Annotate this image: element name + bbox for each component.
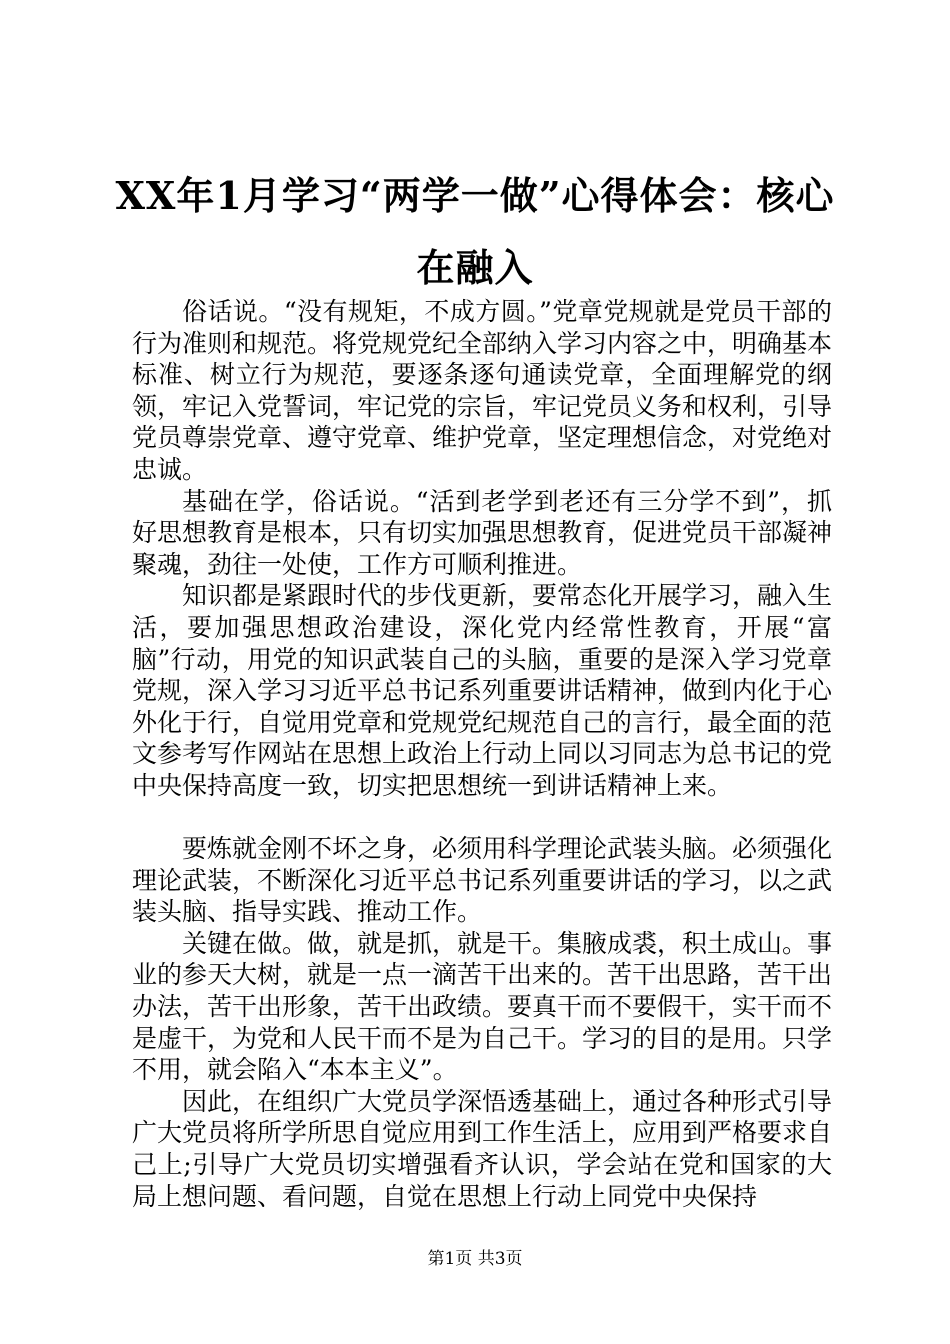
paragraph: 要炼就金刚不坏之身，必须用科学理论武装头脑。必须强化理论武装，不断深化习近平总书记系列重要讲话的学习，以之武装头脑、指导实践、推动工作。 — [132, 834, 833, 927]
document-title: XX年1月学习“两学一做”心得体会：核心在融入 — [115, 173, 835, 290]
page-number-footer: 第1页 共3页 — [427, 1249, 523, 1269]
document-body — [132, 296, 832, 1212]
paragraph: 关键在做。做，就是抓，就是干。集腋成裘，积土成山。事业的参天大树，就是一点一滴苦干出来的。苦干出思路，苦干出办法，苦干出形象，苦干出政绩。要真干而不要假干，实干而不是虚干，为党和人民干而不是为自己干。学习的目的是用。只学不用，就会陷入“本本主义”。 — [132, 928, 833, 1085]
paragraph: 因此，在组织广大党员学深悟透基础上，通过各种形式引导广大党员将所学所思自觉应用到工作生活上，应用到严格要求自己上;引导广大党员切实增强看齐认识，学会站在党和国家的大局上想问题、看问题，自觉在思想上行动上同党中央保持 — [132, 1086, 833, 1211]
paragraph: 基础在学，俗话说。“活到老学到老还有三分学不到”，抓好思想教育是根本，只有切实加强思想教育，促进党员干部凝神聚魂，劲往一处使，工作方可顺利推进。 — [132, 486, 833, 579]
paragraph: 俗话说。“没有规矩，不成方圆。”党章党规就是党员干部的行为准则和规范。将党规党纪全部纳入学习内容之中，明确基本标准、树立行为规范，要逐条逐句通读党章，全面理解党的纲领，牢记入党誓词，牢记党的宗旨，牢记党员义务和权利，引导党员尊崇党章、遵守党章、维护党章，坚定理想信念，对党绝对忠诚。 — [132, 297, 833, 484]
paragraph: 知识都是紧跟时代的步伐更新，要常态化开展学习，融入生活，要加强思想政治建设，深化党内经常性教育，开展“富脑”行动，用党的知识武装自己的头脑，重要的是深入学习党章党规，深入学习习近平总书记系列重要讲话精神，做到内化于心外化于行，自觉用党章和党规党纪规范自己的言行，最全面的范文参考写作网站在思想上政治上行动上同以习同志为总书记的党中央保持高度一致，切实把思想统一到讲话精神上来。 — [132, 581, 833, 800]
